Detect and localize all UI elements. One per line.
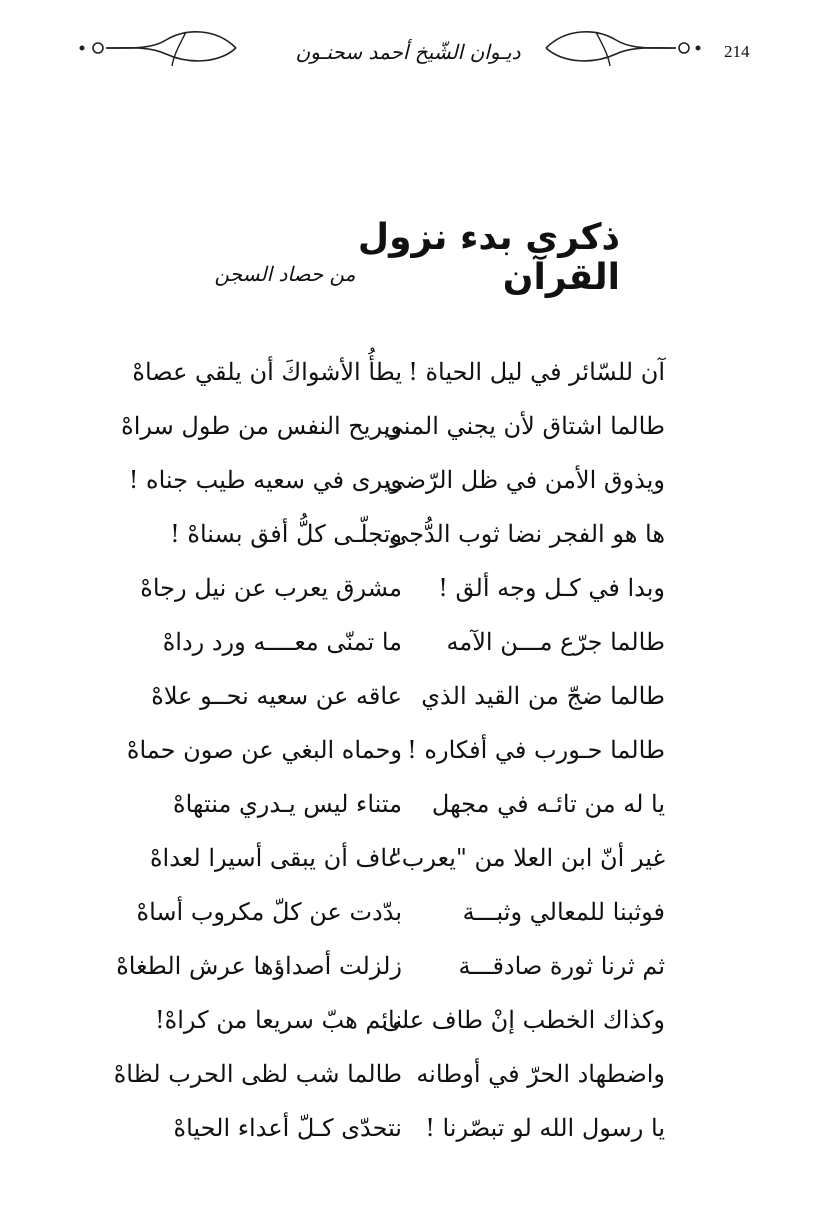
verse-second-hemistich: ويريح النفس من طول سراهْ — [121, 412, 402, 440]
verse-row — [0, 676, 822, 716]
verse-second-hemistich: نائم هبّ سريعا من كراهْ! — [155, 1006, 402, 1034]
verse-row — [0, 460, 822, 500]
verse-first-hemistich: غير أنّ ابن العلا من "يعرب" — [390, 844, 665, 872]
verse-first-hemistich: طالما حـورب في أفكاره ! — [407, 736, 665, 764]
poem-verses — [0, 352, 822, 1172]
verse-first-hemistich: آن للسّائر في ليل الحياة ! — [408, 358, 665, 386]
verse-second-hemistich: وحماه البغي عن صون حماهْ — [126, 736, 402, 764]
verse-row — [0, 352, 822, 392]
verse-row — [0, 784, 822, 824]
verse-second-hemistich: بدّدت عن كلّ مكروب أساهْ — [136, 898, 402, 926]
page-number: 214 — [724, 42, 750, 61]
verse-first-hemistich: واضطهاد الحرّ في أوطانه — [416, 1060, 665, 1088]
verse-second-hemistich: عاف أن يبقى أسيرا لعداهْ — [149, 844, 402, 872]
verse-row — [0, 730, 822, 770]
poem-title: ذكرى بدء نزول القرآن — [357, 217, 620, 298]
page-header — [0, 22, 822, 78]
verse-first-hemistich: وكذاك الخطب إنْ طاف على — [381, 1006, 665, 1034]
verse-second-hemistich: عاقه عن سعيه نحــو علاهْ — [151, 682, 402, 710]
verse-row — [0, 1054, 822, 1094]
verse-first-hemistich: يا له من تائـه في مجهل — [431, 790, 665, 818]
verse-second-hemistich: ويرى في سعيه طيب جناه ! — [128, 466, 402, 494]
verse-first-hemistich: يا رسول الله لو تبصّرنا ! — [425, 1114, 665, 1142]
poem-source: من حصاد السجن — [214, 262, 356, 286]
verse-row — [0, 568, 822, 608]
verse-row — [0, 622, 822, 662]
verse-row — [0, 892, 822, 932]
verse-row — [0, 946, 822, 986]
verse-first-hemistich: ويذوق الأمن في ظل الرّضى — [385, 466, 665, 494]
book-title: ديـوان الشّيخ أحمد سحنـون — [295, 40, 521, 64]
verse-first-hemistich: ها هو الفجر نضا ثوب الدُّجى — [389, 520, 665, 548]
verse-second-hemistich: نتحدّى كـلّ أعداء الحياهْ — [173, 1114, 402, 1142]
verse-first-hemistich: ثم ثرنا ثورة صادقـــة — [458, 952, 665, 980]
verse-second-hemistich: يطأُ الأشواكَ أن يلقي عصاهْ — [132, 358, 402, 386]
verse-second-hemistich: مشرق يعرب عن نيل رجاهْ — [140, 574, 402, 602]
verse-row — [0, 838, 822, 878]
verse-second-hemistich: وتجلّـى كلُّ أفق بسناهْ ! — [170, 520, 402, 548]
verse-first-hemistich: وبدا في كـل وجه ألق ! — [438, 574, 665, 602]
verse-second-hemistich: ما تمنّى معــــه ورد رداهْ — [162, 628, 402, 656]
verse-first-hemistich: فوثبنا للمعالي وثبـــة — [462, 898, 665, 926]
header-ornament-left-icon — [66, 26, 244, 72]
verse-first-hemistich: طالما اشتاق لأن يجني المنى — [383, 412, 665, 440]
verse-row — [0, 1000, 822, 1040]
verse-second-hemistich: طالما شب لظى الحرب لظاهْ — [113, 1060, 402, 1088]
verse-second-hemistich: متناء ليس يـدري منتهاهْ — [173, 790, 402, 818]
verse-row — [0, 1108, 822, 1148]
verse-first-hemistich: طالما جرّع مـــن الآمه — [446, 628, 665, 656]
verse-second-hemistich: زلزلت أصداؤها عرش الطغاهْ — [116, 952, 402, 980]
verse-row — [0, 514, 822, 554]
verse-first-hemistich: طالما ضجّ من القيد الذي — [421, 682, 665, 710]
verse-row — [0, 406, 822, 446]
header-ornament-right-icon — [538, 26, 716, 72]
